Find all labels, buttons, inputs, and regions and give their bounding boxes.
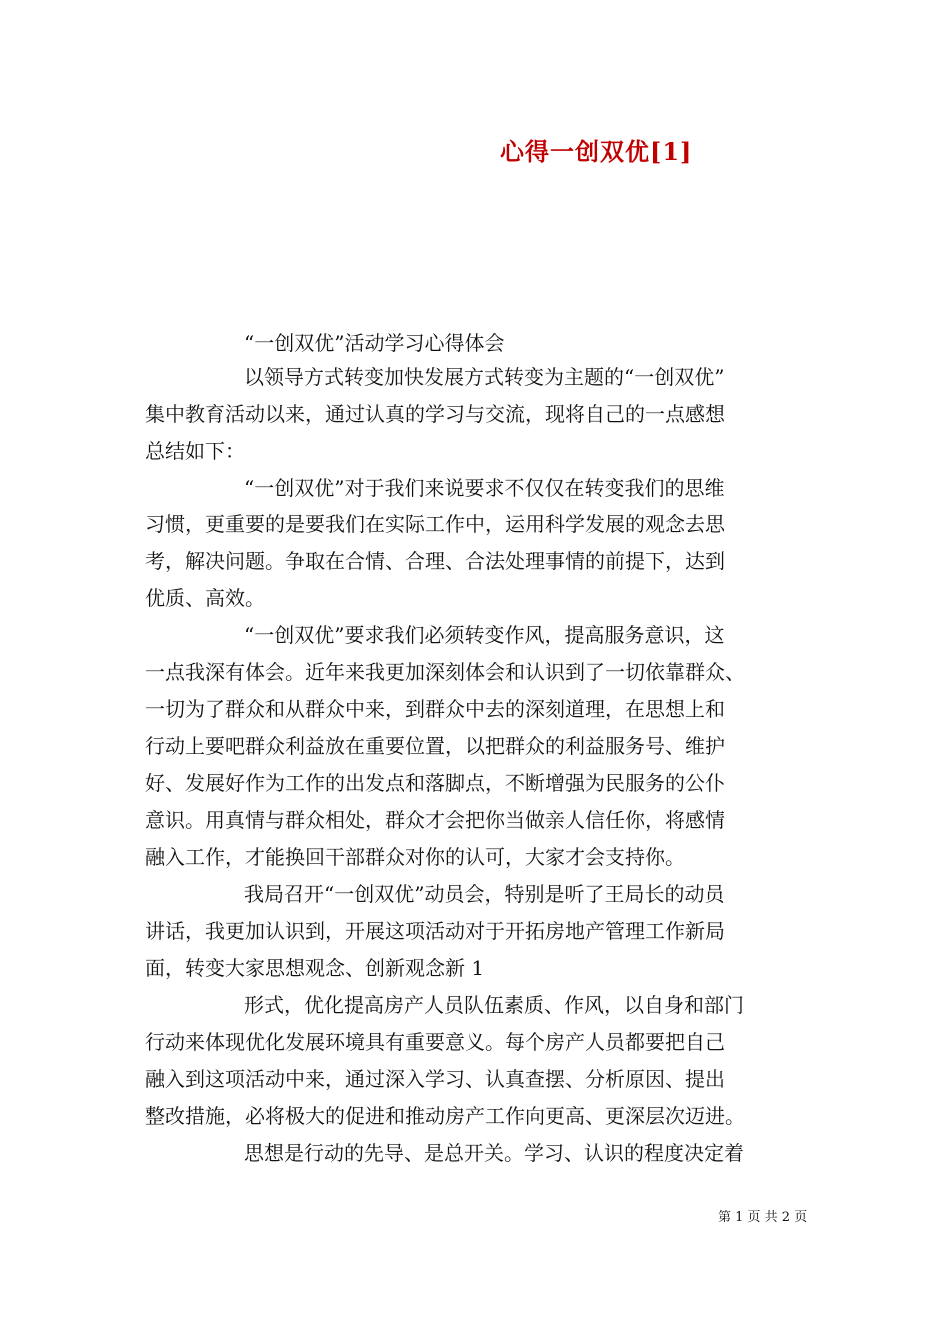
body-line: “一创双优”要求我们必须转变作风，提高服务意识，这	[244, 623, 725, 647]
body-line: 优质、高效。	[145, 586, 265, 610]
body-line: 思想是行动的先导、是总开关。学习、认识的程度决定着	[244, 1141, 744, 1165]
body-line: 以领导方式转变加快发展方式转变为主题的“一创双优”	[244, 365, 725, 389]
body-line: 总结如下：	[145, 439, 245, 463]
body-line: “一创双优”对于我们来说要求不仅仅在转变我们的思维	[244, 476, 725, 500]
body-line: 面，转变大家思想观念、创新观念新 1	[145, 956, 485, 980]
body-line: 一点我深有体会。近年来我更加深刻体会和认识到了一切依靠群众、	[145, 660, 745, 684]
body-line: 行动来体现优化发展环境具有重要意义。每个房产人员都要把自己	[145, 1030, 725, 1054]
body-line: 整改措施，必将极大的促进和推动房产工作向更高、更深层次迈进。	[145, 1104, 745, 1128]
body-line: 融入工作，才能换回干部群众对你的认可，大家才会支持你。	[145, 845, 685, 869]
body-line: 行动上要吧群众利益放在重要位置，以把群众的利益服务号、维护	[145, 734, 725, 758]
document-title: 心得一创双优[1]	[500, 137, 693, 166]
article-subtitle: “一创双优”活动学习心得体会	[244, 331, 505, 355]
body-line: 习惯，更重要的是要我们在实际工作中，运用科学发展的观念去思	[145, 512, 725, 536]
body-line: 我局召开“一创双优”动员会，特别是听了王局长的动员	[244, 882, 725, 906]
body-line: 意识。用真情与群众相处，群众才会把你当做亲人信任你，将感情	[145, 808, 725, 832]
body-line: 好、发展好作为工作的出发点和落脚点，不断增强为民服务的公仆	[145, 771, 725, 795]
body-line: 考，解决问题。争取在合情、合理、合法处理事情的前提下，达到	[145, 549, 725, 573]
body-line: 集中教育活动以来，通过认真的学习与交流，现将自己的一点感想	[145, 402, 725, 426]
body-line: 形式，优化提高房产人员队伍素质、作风，以自身和部门	[244, 993, 744, 1017]
body-line: 融入到这项活动中来，通过深入学习、认真查摆、分析原因、提出	[145, 1067, 725, 1091]
body-line: 一切为了群众和从群众中来，到群众中去的深刻道理，在思想上和	[145, 697, 725, 721]
page-number-footer: 第 1 页 共 2 页	[718, 1210, 808, 1225]
body-line: 讲话，我更加认识到，开展这项活动对于开拓房地产管理工作新局	[145, 919, 725, 943]
